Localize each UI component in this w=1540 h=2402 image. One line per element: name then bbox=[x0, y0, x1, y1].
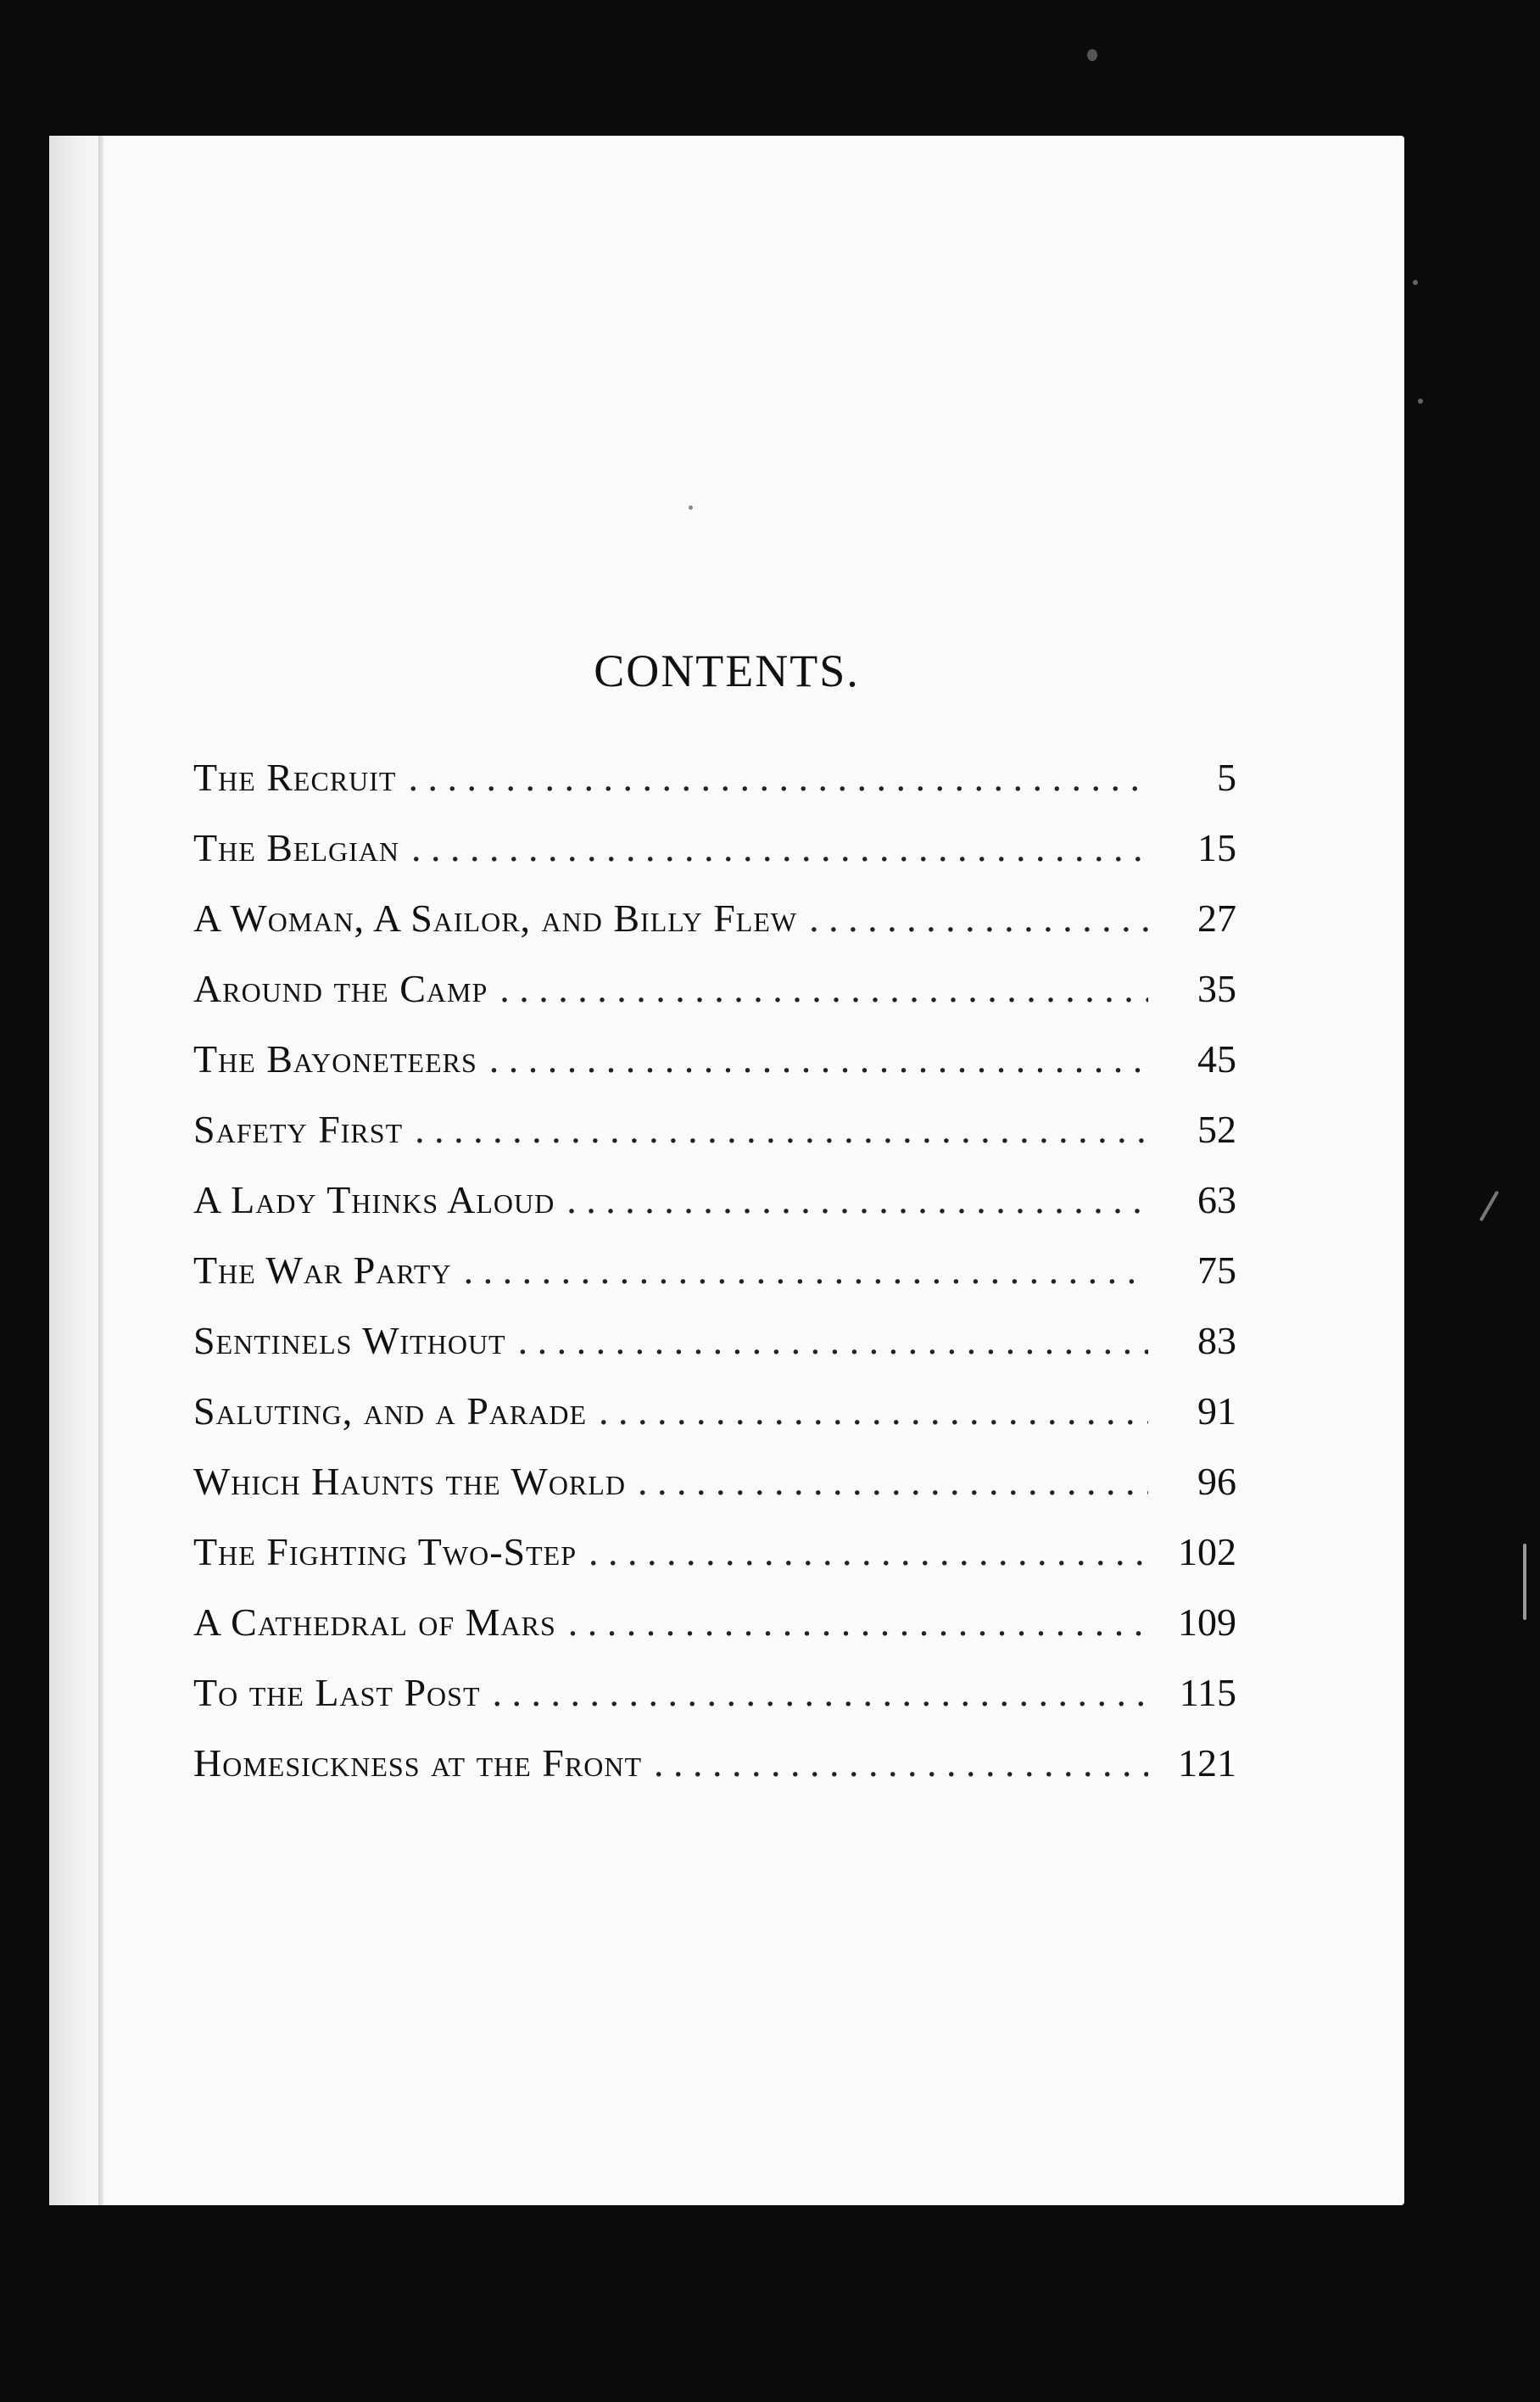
toc-dot-leader bbox=[464, 1248, 1148, 1293]
toc-entry-title: The Recruit bbox=[193, 756, 397, 799]
toc-entry bbox=[193, 966, 1236, 1036]
toc-entry-page: 96 bbox=[1197, 1460, 1236, 1503]
toc-entry bbox=[193, 1248, 1236, 1318]
table-of-contents bbox=[193, 755, 1236, 1811]
toc-dot-leader bbox=[493, 1670, 1149, 1715]
toc-entry-title: Saluting, and a Parade bbox=[193, 1389, 588, 1433]
toc-entry-title: The War Party bbox=[193, 1248, 452, 1292]
toc-entry-title: Sentinels Without bbox=[193, 1319, 506, 1362]
toc-dot-leader bbox=[568, 1600, 1148, 1645]
toc-entry-page: 102 bbox=[1178, 1530, 1236, 1573]
toc-entry-page: 83 bbox=[1197, 1319, 1236, 1362]
dust-speck bbox=[1418, 399, 1423, 404]
toc-entry bbox=[193, 1388, 1236, 1459]
dust-speck bbox=[1479, 1191, 1498, 1222]
toc-entry bbox=[193, 1036, 1236, 1107]
dust-speck bbox=[1413, 280, 1418, 285]
toc-entry bbox=[193, 1529, 1236, 1600]
toc-entry-title: Which Haunts the World bbox=[193, 1460, 626, 1503]
toc-dot-leader bbox=[499, 966, 1148, 1011]
toc-dot-leader bbox=[589, 1529, 1148, 1574]
toc-entry bbox=[193, 755, 1236, 825]
toc-entry bbox=[193, 1459, 1236, 1529]
toc-entry-page: 115 bbox=[1179, 1671, 1236, 1714]
toc-entry-title: The Fighting Two-Step bbox=[193, 1530, 578, 1573]
toc-entry bbox=[193, 896, 1236, 966]
toc-entry-page: 63 bbox=[1197, 1178, 1236, 1221]
toc-dot-leader bbox=[415, 1107, 1148, 1152]
toc-entry-title: Homesickness at the Front bbox=[193, 1741, 642, 1785]
toc-entry-title: The Bayoneteers bbox=[193, 1037, 477, 1081]
toc-dot-leader bbox=[638, 1459, 1148, 1504]
toc-entry-page: 45 bbox=[1197, 1037, 1236, 1081]
page-gutter-line bbox=[98, 136, 103, 2205]
toc-entry bbox=[193, 1600, 1236, 1670]
dust-speck bbox=[1523, 1544, 1526, 1620]
toc-entry-page: 91 bbox=[1197, 1389, 1236, 1433]
toc-dot-leader bbox=[408, 755, 1148, 800]
toc-entry-page: 35 bbox=[1197, 967, 1236, 1010]
toc-entry-title: Safety First bbox=[193, 1108, 404, 1151]
toc-dot-leader bbox=[566, 1177, 1148, 1222]
toc-entry-title: A Lady Thinks Aloud bbox=[193, 1178, 555, 1221]
contents-heading: CONTENTS. bbox=[594, 645, 860, 696]
toc-entry-title: A Woman, A Sailor, and Billy Flew bbox=[193, 897, 798, 940]
toc-entry bbox=[193, 825, 1236, 896]
toc-entry bbox=[193, 1318, 1236, 1388]
toc-entry bbox=[193, 1107, 1236, 1177]
toc-dot-leader bbox=[518, 1318, 1148, 1363]
toc-dot-leader bbox=[599, 1388, 1148, 1433]
toc-entry-page: 27 bbox=[1197, 897, 1236, 940]
toc-entry-page: 5 bbox=[1217, 756, 1236, 799]
toc-entry-title: A Cathedral of Mars bbox=[193, 1600, 556, 1644]
toc-entry bbox=[193, 1177, 1236, 1248]
toc-entry-title: Around the Camp bbox=[193, 967, 488, 1010]
dust-speck bbox=[689, 506, 693, 510]
toc-entry-title: To the Last Post bbox=[193, 1671, 481, 1714]
toc-dot-leader bbox=[489, 1036, 1148, 1081]
toc-dot-leader bbox=[654, 1740, 1148, 1785]
book-page bbox=[49, 136, 1404, 2205]
toc-entry-page: 52 bbox=[1197, 1108, 1236, 1151]
toc-dot-leader bbox=[411, 825, 1148, 870]
toc-entry-page: 109 bbox=[1178, 1600, 1236, 1644]
toc-entry-page: 75 bbox=[1197, 1248, 1236, 1292]
toc-entry bbox=[193, 1740, 1236, 1811]
toc-entry bbox=[193, 1670, 1236, 1740]
dust-speck bbox=[1087, 49, 1097, 61]
toc-entry-title: The Belgian bbox=[193, 826, 400, 869]
toc-entry-page: 15 bbox=[1197, 826, 1236, 869]
toc-entry-page: 121 bbox=[1178, 1741, 1236, 1785]
toc-dot-leader bbox=[809, 896, 1148, 941]
